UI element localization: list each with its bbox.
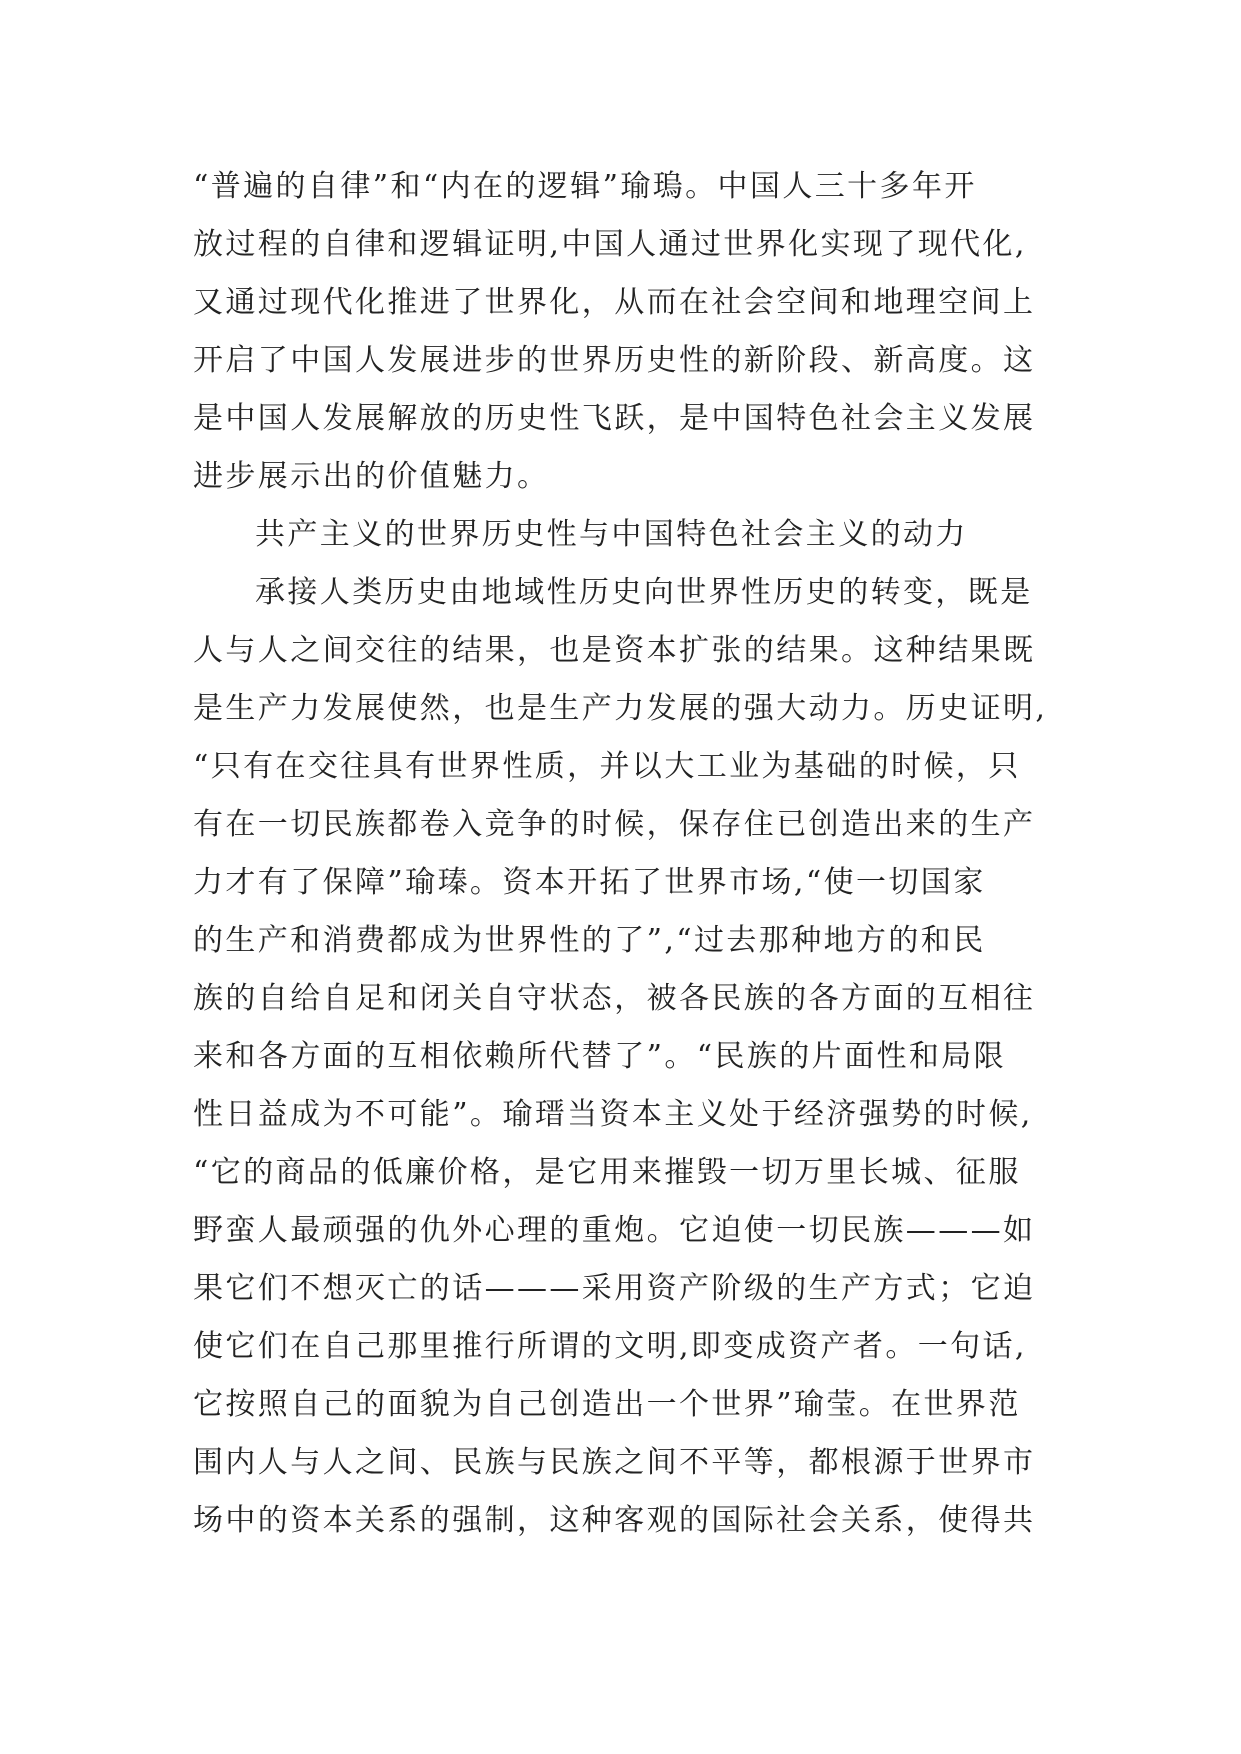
text-line: “只有在交往具有世界性质，并以大工业为基础的时候，只 — [193, 749, 1021, 784]
text-line: “它的商品的低廉价格，是它用来摧毁一切万里长城、征服 — [193, 1155, 1021, 1190]
text-line: 有在一切民族都卷入竞争的时候，保存住已创造出来的生产 — [193, 807, 1036, 842]
text-line: 人与人之间交往的结果，也是资本扩张的结果。这种结果既 — [193, 633, 1036, 668]
body-text — [193, 158, 1073, 1550]
text-line: 又通过现代化推进了世界化，从而在社会空间和地理空间上 — [193, 285, 1036, 320]
text-line: 是中国人发展解放的历史性飞跃，是中国特色社会主义发展 — [193, 401, 1036, 436]
text-line: 放过程的自律和逻辑证明,中国人通过世界化实现了现代化, — [193, 227, 1027, 262]
text-line: 力才有了保障”瑜瑧。资本开拓了世界市场,“使一切国家 — [193, 865, 986, 900]
text-line: 性日益成为不可能”。瑜瑨当资本主义处于经济强势的时候, — [193, 1097, 1033, 1132]
text-line: 进步展示出的价值魅力。 — [193, 459, 550, 494]
text-line: 承接人类历史由地域性历史向世界性历史的转变，既是 — [255, 575, 1033, 610]
text-line: 的生产和消费都成为世界性的了”,“过去那种地方的和民 — [193, 923, 986, 958]
text-line: “普遍的自律”和“内在的逻辑”瑜瑦。中国人三十多年开 — [193, 169, 977, 204]
text-line: 来和各方面的互相依赖所代替了”。“民族的片面性和局限 — [193, 1039, 1007, 1074]
text-line: 是生产力发展使然，也是生产力发展的强大动力。历史证明, — [193, 691, 1048, 726]
text-line: 野蛮人最顽强的仇外心理的重炮。它迫使一切民族———如 — [193, 1213, 1036, 1248]
text-line: 围内人与人之间、民族与民族之间不平等，都根源于世界市 — [193, 1445, 1036, 1480]
text-line: 场中的资本关系的强制，这种客观的国际社会关系，使得共 — [193, 1503, 1036, 1538]
text-line: 果它们不想灭亡的话———采用资产阶级的生产方式；它迫 — [193, 1271, 1036, 1306]
text-line: 使它们在自己那里推行所谓的文明,即变成资产者。一句话, — [193, 1329, 1027, 1364]
text-line: 族的自给自足和闭关自守状态，被各民族的各方面的互相往 — [193, 981, 1036, 1016]
text-line: 它按照自己的面貌为自己创造出一个世界”瑜莹。在世界范 — [193, 1387, 1021, 1422]
text-line: 开启了中国人发展进步的世界历史性的新阶段、新高度。这 — [193, 343, 1036, 378]
section-heading: 共产主义的世界历史性与中国特色社会主义的动力 — [255, 517, 968, 552]
